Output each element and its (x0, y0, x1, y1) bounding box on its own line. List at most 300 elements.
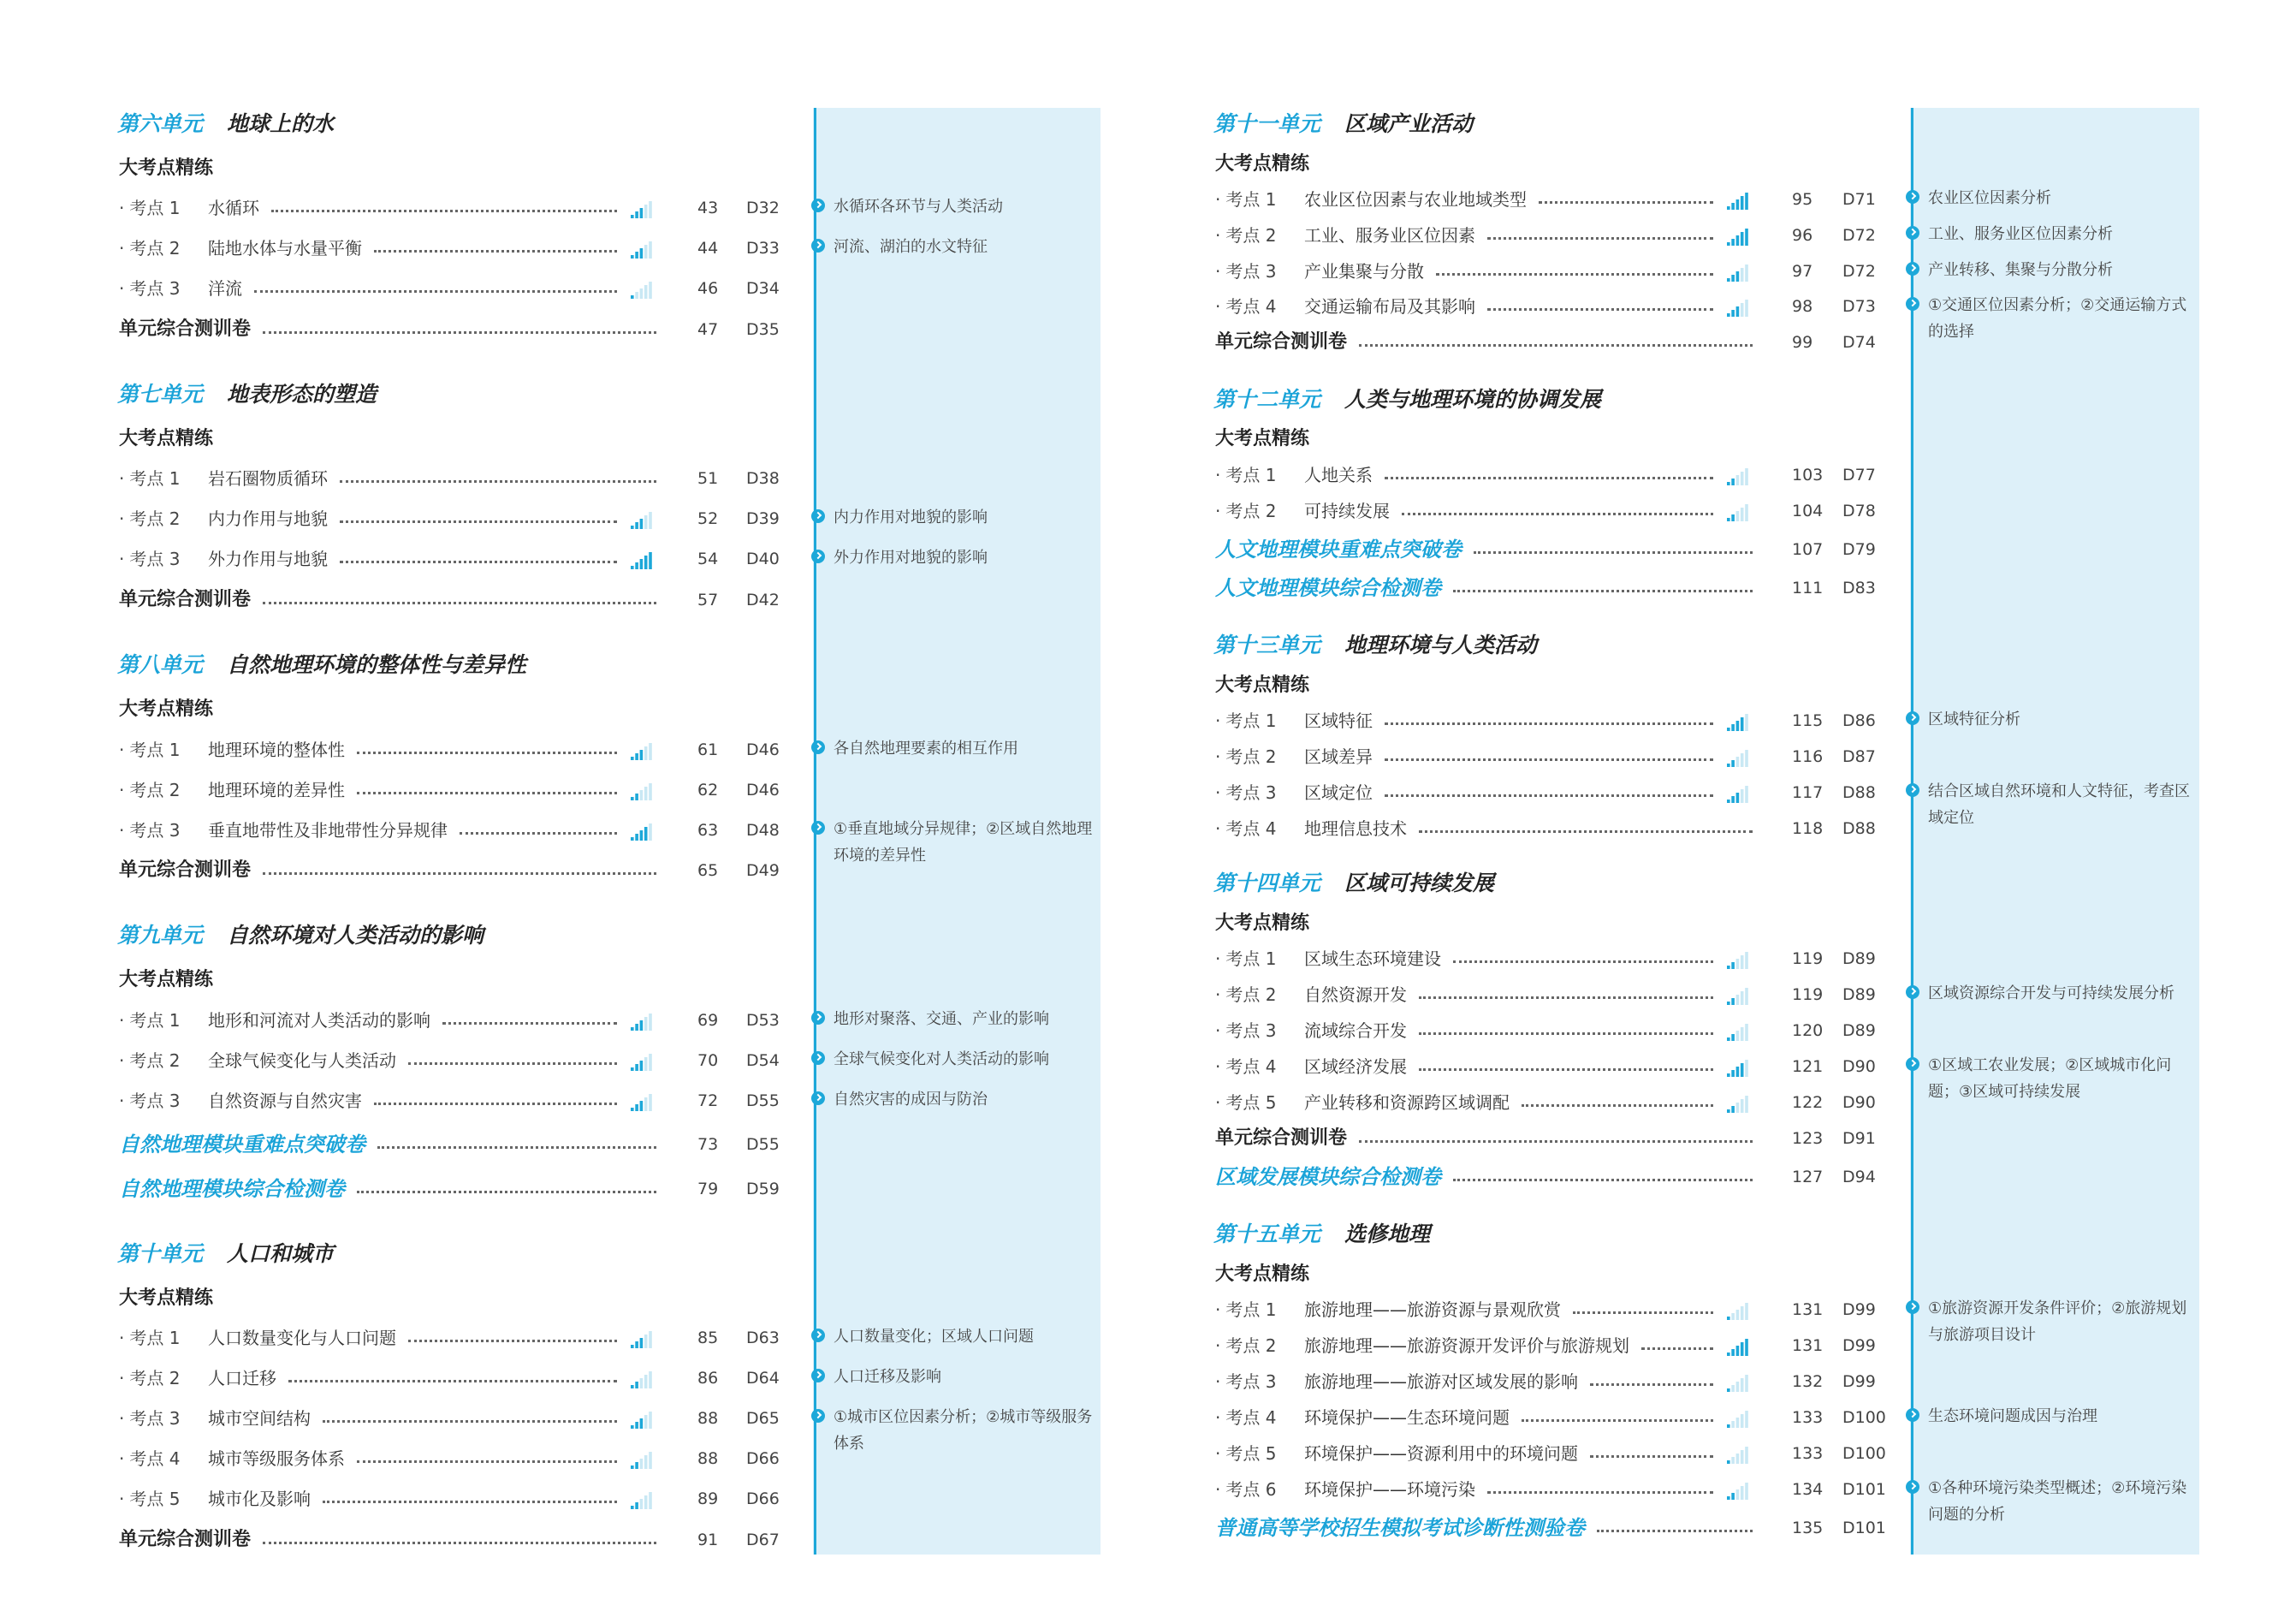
bullet-dot: · (119, 1091, 125, 1111)
dot-leader (271, 193, 617, 223)
unit-name: 人类与地理环境的协调发展 (1344, 387, 1602, 412)
answer-page-code: D77 (1842, 466, 1876, 485)
answer-page-code: D55 (746, 1135, 780, 1154)
entry-title[interactable]: 产业集聚与分散 (1304, 261, 1424, 282)
page-number: 132 (1792, 1372, 1824, 1391)
toc-entry[interactable] (119, 776, 823, 805)
signal-bar (644, 285, 648, 299)
entry-title[interactable]: 自然地理模块重难点突破卷 (119, 1133, 365, 1156)
signal-bar (640, 1459, 644, 1469)
entry-title[interactable]: 单元综合测训卷 (119, 589, 252, 610)
entry-title[interactable]: 产业转移和资源跨区域调配 (1304, 1092, 1510, 1113)
answer-page-code: D88 (1842, 819, 1876, 838)
entry-title[interactable]: 自然资源与自然灾害 (208, 1091, 362, 1111)
module-exam-entry[interactable] (1215, 535, 1919, 564)
key-point-note (1928, 1295, 2198, 1348)
entry-title[interactable]: 垂直地带性及非地带性分异规律 (208, 820, 448, 841)
entry-title[interactable]: 可持续发展 (1304, 501, 1390, 521)
entry-title[interactable]: 外力作用与地貌 (208, 549, 328, 569)
entry-title[interactable]: 单元综合测训卷 (119, 859, 252, 881)
signal-bar (640, 1418, 644, 1429)
entry-label (1215, 1331, 1276, 1360)
key-point-note (834, 234, 1103, 260)
signal-strength-icon (1727, 193, 1749, 210)
key-point-note (1928, 1475, 2198, 1528)
dot-leader (254, 274, 617, 303)
toc-entry[interactable] (1215, 1052, 1919, 1081)
key-point-note (834, 1046, 1103, 1073)
answer-page-code: D88 (1842, 783, 1876, 802)
module-exam-entry[interactable] (1215, 574, 1919, 603)
page-number: 104 (1792, 502, 1824, 520)
bullet-dot: · (1215, 501, 1221, 521)
signal-bar (1727, 1424, 1730, 1428)
note-text: ①各种环境污染类型概述；②环境污染问题的分析 (1928, 1479, 2187, 1524)
entry-title[interactable]: 人文地理模块综合检测卷 (1215, 576, 1441, 600)
dot-leader (1641, 1331, 1713, 1360)
signal-bar (640, 248, 644, 259)
signal-bar (1731, 1421, 1735, 1428)
unit-name: 自然地理环境的整体性与差异性 (227, 652, 527, 677)
toc-entry[interactable] (1215, 1475, 1919, 1504)
signal-bar (1736, 199, 1740, 210)
note-text: ①城市区位因素分析；②城市等级服务体系 (834, 1408, 1093, 1453)
answer-page-code: D63 (746, 1329, 780, 1347)
toc-entry[interactable] (119, 1404, 823, 1433)
entry-title[interactable]: 人口数量变化与人口问题 (208, 1328, 396, 1348)
note-text: 各自然地理要素的相互作用 (834, 740, 1018, 758)
entry-number: 考点 1 (129, 1328, 181, 1348)
answer-page-code: D100 (1842, 1408, 1886, 1427)
toc-entry[interactable] (119, 735, 823, 764)
toc-entry[interactable] (1215, 221, 1919, 250)
entry-title[interactable]: 交通运输布局及其影响 (1304, 296, 1475, 317)
toc-entry[interactable] (1215, 292, 1919, 321)
entry-title[interactable]: 区域发展模块综合检测卷 (1215, 1165, 1441, 1189)
signal-bar (635, 1024, 638, 1031)
entry-title[interactable]: 农业区位因素与农业地域类型 (1304, 189, 1527, 210)
bullet-dot: · (119, 508, 125, 529)
bullet-dot: · (1215, 465, 1221, 485)
signal-bar (1736, 1310, 1740, 1320)
page-number: 99 (1792, 333, 1813, 352)
note-text: 内力作用对地貌的影响 (834, 508, 988, 526)
dot-leader (460, 816, 617, 845)
entry-title[interactable]: 全球气候变化与人类活动 (208, 1050, 396, 1071)
entry-title[interactable]: 自然资源开发 (1304, 984, 1407, 1005)
signal-strength-icon (1727, 1411, 1749, 1428)
arrow-marker-icon (811, 821, 825, 835)
entry-title[interactable]: 陆地水体与水量平衡 (208, 238, 362, 259)
dot-leader (1597, 1513, 1753, 1543)
answer-page-code: D49 (746, 861, 780, 880)
page-number: 43 (697, 199, 719, 217)
signal-bar (631, 1067, 634, 1071)
answer-page-code: D73 (1842, 297, 1876, 316)
entry-number: 考点 4 (1225, 818, 1277, 839)
key-point-note (834, 1323, 1103, 1350)
toc-entry[interactable] (119, 504, 823, 533)
signal-bar (635, 1104, 638, 1111)
signal-bar (1731, 1385, 1735, 1392)
unit-test-entry[interactable] (119, 1525, 823, 1555)
signal-strength-icon (631, 823, 653, 841)
entry-title[interactable]: 区域经济发展 (1304, 1056, 1407, 1077)
toc-entry[interactable] (119, 1006, 823, 1035)
dot-leader (263, 315, 656, 344)
toc-entry[interactable] (119, 1046, 823, 1075)
signal-bar (635, 1341, 638, 1348)
entry-title[interactable]: 工业、服务业区位因素 (1304, 225, 1475, 246)
signal-bar (1727, 278, 1730, 282)
entry-title[interactable]: 环境保护——资源利用中的环境问题 (1304, 1443, 1578, 1464)
entry-title[interactable]: 人地关系 (1304, 465, 1373, 485)
answer-page-code: D91 (1842, 1129, 1876, 1148)
unit-test-entry[interactable] (1215, 328, 1919, 357)
entry-number: 考点 5 (1225, 1443, 1277, 1464)
toc-entry[interactable] (1215, 461, 1919, 490)
key-point-note (1928, 185, 2198, 211)
toc-entry[interactable] (1215, 1088, 1919, 1117)
entry-title[interactable]: 城市化及影响 (208, 1489, 311, 1509)
signal-bar (1745, 1060, 1748, 1077)
signal-bar (1736, 793, 1740, 803)
signal-bar (1745, 952, 1748, 969)
unit-test-entry[interactable] (1215, 1124, 1919, 1153)
signal-bar (644, 245, 648, 259)
dot-leader (340, 544, 617, 574)
signal-strength-icon (1727, 265, 1749, 282)
dot-leader (1487, 1475, 1713, 1504)
note-text: 河流、湖泊的水文特征 (834, 238, 988, 256)
signal-bar (1745, 265, 1748, 282)
entry-title[interactable]: 旅游地理——旅游资源开发评价与旅游规划 (1304, 1335, 1629, 1356)
signal-bar (1745, 988, 1748, 1005)
bullet-dot: · (119, 549, 125, 569)
entry-title[interactable]: 区域特征 (1304, 710, 1373, 731)
toc-entry[interactable] (1215, 1331, 1919, 1360)
toc-entry[interactable] (119, 1444, 823, 1473)
bullet-dot: · (1215, 818, 1221, 839)
signal-bar (1736, 721, 1740, 731)
arrow-marker-icon (811, 1369, 825, 1382)
entry-label (119, 193, 180, 223)
toc-entry[interactable] (1215, 742, 1919, 771)
page-number: 134 (1792, 1480, 1824, 1499)
signal-bar (1741, 196, 1744, 210)
dot-leader (374, 234, 617, 263)
signal-bar (1727, 1073, 1730, 1077)
entry-title[interactable]: 水循环 (208, 198, 259, 218)
entry-title[interactable]: 自然地理模块综合检测卷 (119, 1177, 345, 1201)
signal-bar (1731, 1349, 1735, 1356)
entry-title[interactable]: 内力作用与地貌 (208, 508, 328, 529)
bullet-dot: · (119, 1448, 125, 1469)
entry-number: 考点 5 (1225, 1092, 1277, 1113)
page-number: 119 (1792, 985, 1824, 1004)
signal-bar (1731, 760, 1735, 767)
signal-bar (640, 1378, 644, 1388)
entry-title[interactable]: 环境保护——生态环境问题 (1304, 1407, 1510, 1428)
dot-leader (1402, 496, 1713, 526)
signal-bar (1741, 717, 1744, 731)
entry-title[interactable]: 单元综合测训卷 (1215, 1127, 1348, 1149)
key-point-note (834, 1404, 1103, 1457)
dot-leader (1487, 221, 1713, 250)
unit-name: 地表形态的塑造 (227, 382, 377, 407)
signal-bar (1731, 998, 1735, 1005)
signal-bar (1736, 235, 1740, 246)
entry-label (1215, 292, 1276, 321)
unit-test-entry[interactable] (119, 856, 823, 885)
signal-bar (644, 1415, 648, 1429)
signal-bar (1741, 1063, 1744, 1077)
page-number: 116 (1792, 747, 1824, 766)
entry-label (119, 1364, 180, 1393)
bullet-dot: · (119, 1489, 125, 1509)
signal-bar (1741, 472, 1744, 485)
entry-number: 考点 1 (1225, 710, 1277, 731)
signal-strength-icon (631, 552, 653, 569)
entry-title[interactable]: 区域生态环境建设 (1304, 948, 1441, 969)
entry-number: 考点 4 (1225, 1056, 1277, 1077)
unit-test-entry[interactable] (119, 315, 823, 344)
entry-label (119, 234, 180, 263)
section-subhead: 大考点精练 (1215, 153, 1310, 175)
dot-leader (1359, 1124, 1753, 1153)
toc-entry[interactable] (1215, 1295, 1919, 1324)
key-point-note (1928, 1403, 2198, 1430)
page-number: 70 (697, 1051, 719, 1070)
answer-page-code: D94 (1842, 1168, 1876, 1186)
entry-title[interactable]: 岩石圈物质循环 (208, 468, 328, 489)
signal-bar (640, 790, 644, 800)
entry-title[interactable]: 城市空间结构 (208, 1408, 311, 1429)
bullet-dot: · (119, 740, 125, 760)
entry-title[interactable]: 流域综合开发 (1304, 1020, 1407, 1041)
answer-page-code: D99 (1842, 1336, 1876, 1355)
toc-entry[interactable] (1215, 1439, 1919, 1468)
entry-title[interactable]: 地形和河流对人类活动的影响 (208, 1010, 430, 1031)
signal-bar (1731, 310, 1735, 317)
signal-strength-icon (631, 1412, 653, 1429)
note-text: 外力作用对地貌的影响 (834, 549, 988, 567)
unit-title (117, 648, 526, 682)
unit-title (1213, 107, 1473, 141)
entry-title[interactable]: 洋流 (208, 278, 242, 299)
entry-title[interactable]: 区域差异 (1304, 746, 1373, 767)
bullet-dot: · (119, 198, 125, 218)
toc-entry[interactable] (119, 193, 823, 223)
signal-bar (640, 208, 644, 218)
toc-entry[interactable] (1215, 1403, 1919, 1432)
entry-number: 考点 2 (1225, 746, 1277, 767)
signal-strength-icon (1727, 1375, 1749, 1392)
note-text: 区域特征分析 (1928, 710, 2020, 728)
entry-title[interactable]: 旅游地理——旅游对区域发展的影响 (1304, 1371, 1578, 1392)
entry-title[interactable]: 地理环境的整体性 (208, 740, 345, 760)
entry-label (119, 735, 180, 764)
entry-number: 考点 1 (1225, 948, 1277, 969)
signal-bar (1741, 1378, 1744, 1392)
signal-bar (1731, 1313, 1735, 1320)
entry-label (119, 1323, 180, 1352)
toc-entry[interactable] (119, 1323, 823, 1352)
signal-bar (1741, 753, 1744, 767)
answer-page-code: D42 (746, 591, 780, 609)
signal-bar (1736, 995, 1740, 1005)
signal-bar (1745, 786, 1748, 803)
toc-entry[interactable] (1215, 814, 1919, 843)
signal-bar (1741, 232, 1744, 246)
note-text: 结合区域自然环境和人文特征，考查区域定位 (1928, 782, 2190, 827)
signal-bar (1736, 1031, 1740, 1041)
signal-bar (1745, 504, 1748, 521)
note-text: 水循环各环节与人类活动 (834, 198, 1003, 216)
toc-entry[interactable] (119, 1484, 823, 1513)
toc-entry[interactable] (1215, 706, 1919, 735)
signal-bar (1731, 1106, 1735, 1113)
unit-title (117, 378, 377, 412)
entry-title[interactable]: 区域定位 (1304, 782, 1373, 803)
page-number: 111 (1792, 579, 1824, 597)
unit-number: 第十二单元 (1213, 387, 1321, 412)
module-exam-entry[interactable] (1215, 1513, 1919, 1543)
key-point-note (1928, 980, 2198, 1007)
module-exam-entry[interactable] (119, 1130, 823, 1159)
signal-bar (649, 512, 652, 529)
bullet-dot: · (1215, 1407, 1221, 1428)
dot-leader (1539, 185, 1713, 214)
answer-page-code: D89 (1842, 1021, 1876, 1040)
unit-name: 人口和城市 (227, 1241, 335, 1266)
signal-bar (1736, 271, 1740, 282)
entry-number: 考点 3 (129, 278, 181, 299)
toc-entry[interactable] (119, 274, 823, 303)
entry-title[interactable]: 人文地理模块重难点突破卷 (1215, 538, 1462, 562)
toc-entry[interactable] (1215, 496, 1919, 526)
module-exam-entry[interactable] (1215, 1162, 1919, 1192)
dot-leader (1419, 1016, 1713, 1045)
answer-page-code: D65 (746, 1409, 780, 1428)
answer-page-code: D32 (746, 199, 780, 217)
answer-page-code: D101 (1842, 1519, 1886, 1537)
dot-leader (1522, 1403, 1713, 1432)
entry-title[interactable]: 单元综合测训卷 (119, 318, 252, 340)
unit-test-entry[interactable] (119, 586, 823, 615)
unit-number: 第六单元 (117, 111, 204, 136)
dot-leader (1453, 1162, 1753, 1192)
page-number: 122 (1792, 1093, 1824, 1112)
entry-title[interactable]: 单元综合测训卷 (119, 1529, 252, 1550)
unit-number: 第十五单元 (1213, 1222, 1321, 1246)
toc-entry[interactable] (1215, 1016, 1919, 1045)
bullet-dot: · (119, 1408, 125, 1429)
answer-page-code: D55 (746, 1091, 780, 1110)
toc-entry[interactable] (119, 816, 823, 845)
note-text: ①旅游资源开发条件评价；②旅游规划与旅游项目设计 (1928, 1299, 2187, 1344)
entry-number: 考点 3 (1225, 261, 1277, 282)
signal-bar (649, 1014, 652, 1031)
bullet-dot: · (1215, 948, 1221, 969)
dot-leader (357, 776, 617, 805)
dot-leader (340, 464, 656, 493)
signal-strength-icon (631, 743, 653, 760)
toc-entry[interactable] (1215, 185, 1919, 214)
page-number: 54 (697, 550, 719, 568)
signal-bar (631, 1027, 634, 1031)
dot-leader (1385, 742, 1713, 771)
dot-leader (377, 1130, 656, 1159)
bullet-dot: · (119, 1328, 125, 1348)
toc-entry[interactable] (1215, 1367, 1919, 1396)
arrow-marker-icon (1906, 1300, 1919, 1314)
signal-bar (640, 559, 644, 569)
entry-label (119, 1046, 180, 1075)
signal-bar (640, 830, 644, 841)
entry-title[interactable]: 地理信息技术 (1304, 818, 1407, 839)
entry-title[interactable]: 人口迁移 (208, 1368, 276, 1388)
entry-label (119, 816, 180, 845)
bullet-dot: · (119, 1368, 125, 1388)
answer-page-code: D101 (1842, 1480, 1886, 1499)
signal-bar (1741, 303, 1744, 317)
entry-title[interactable]: 环境保护——环境污染 (1304, 1479, 1475, 1500)
signal-bar (649, 1452, 652, 1469)
answer-page-code: D87 (1842, 747, 1876, 766)
entry-title[interactable]: 普通高等学校招生模拟考试诊断性测验卷 (1215, 1516, 1585, 1540)
toc-entry[interactable] (119, 1364, 823, 1393)
entry-title[interactable]: 单元综合测训卷 (1215, 331, 1348, 353)
signal-bar (1736, 511, 1740, 521)
entry-title[interactable]: 城市等级服务体系 (208, 1448, 345, 1469)
toc-entry[interactable] (119, 464, 823, 493)
dot-leader (374, 1086, 617, 1115)
note-text: 地形对聚落、交通、产业的影响 (834, 1010, 1049, 1028)
entry-label (119, 1444, 180, 1473)
module-exam-entry[interactable] (119, 1174, 823, 1204)
bullet-dot: · (119, 780, 125, 800)
toc-entry[interactable] (1215, 980, 1919, 1009)
key-point-note (1928, 257, 2198, 283)
arrow-marker-icon (811, 239, 825, 253)
signal-bar (635, 292, 638, 299)
toc-entry[interactable] (1215, 944, 1919, 973)
toc-entry[interactable] (119, 234, 823, 263)
page-number: 72 (697, 1091, 719, 1110)
toc-entry[interactable] (119, 544, 823, 574)
entry-number: 考点 3 (129, 820, 181, 841)
entry-title[interactable]: 地理环境的差异性 (208, 780, 345, 800)
bullet-dot: · (1215, 746, 1221, 767)
dot-leader (1385, 706, 1713, 735)
answer-page-code: D90 (1842, 1057, 1876, 1076)
toc-entry[interactable] (1215, 257, 1919, 286)
bullet-dot: · (119, 238, 125, 259)
answer-page-code: D35 (746, 320, 780, 339)
signal-bar (635, 211, 638, 218)
arrow-marker-icon (811, 199, 825, 212)
unit-title (117, 919, 484, 953)
toc-entry[interactable] (119, 1086, 823, 1115)
toc-entry[interactable] (1215, 778, 1919, 807)
section-subhead: 大考点精练 (1215, 428, 1310, 449)
arrow-marker-icon (1906, 711, 1919, 725)
answer-page-code: D53 (746, 1011, 780, 1030)
answer-page-code: D83 (1842, 579, 1876, 597)
answer-page-code: D39 (746, 509, 780, 528)
entry-title[interactable]: 旅游地理——旅游资源与景观欣赏 (1304, 1299, 1561, 1320)
